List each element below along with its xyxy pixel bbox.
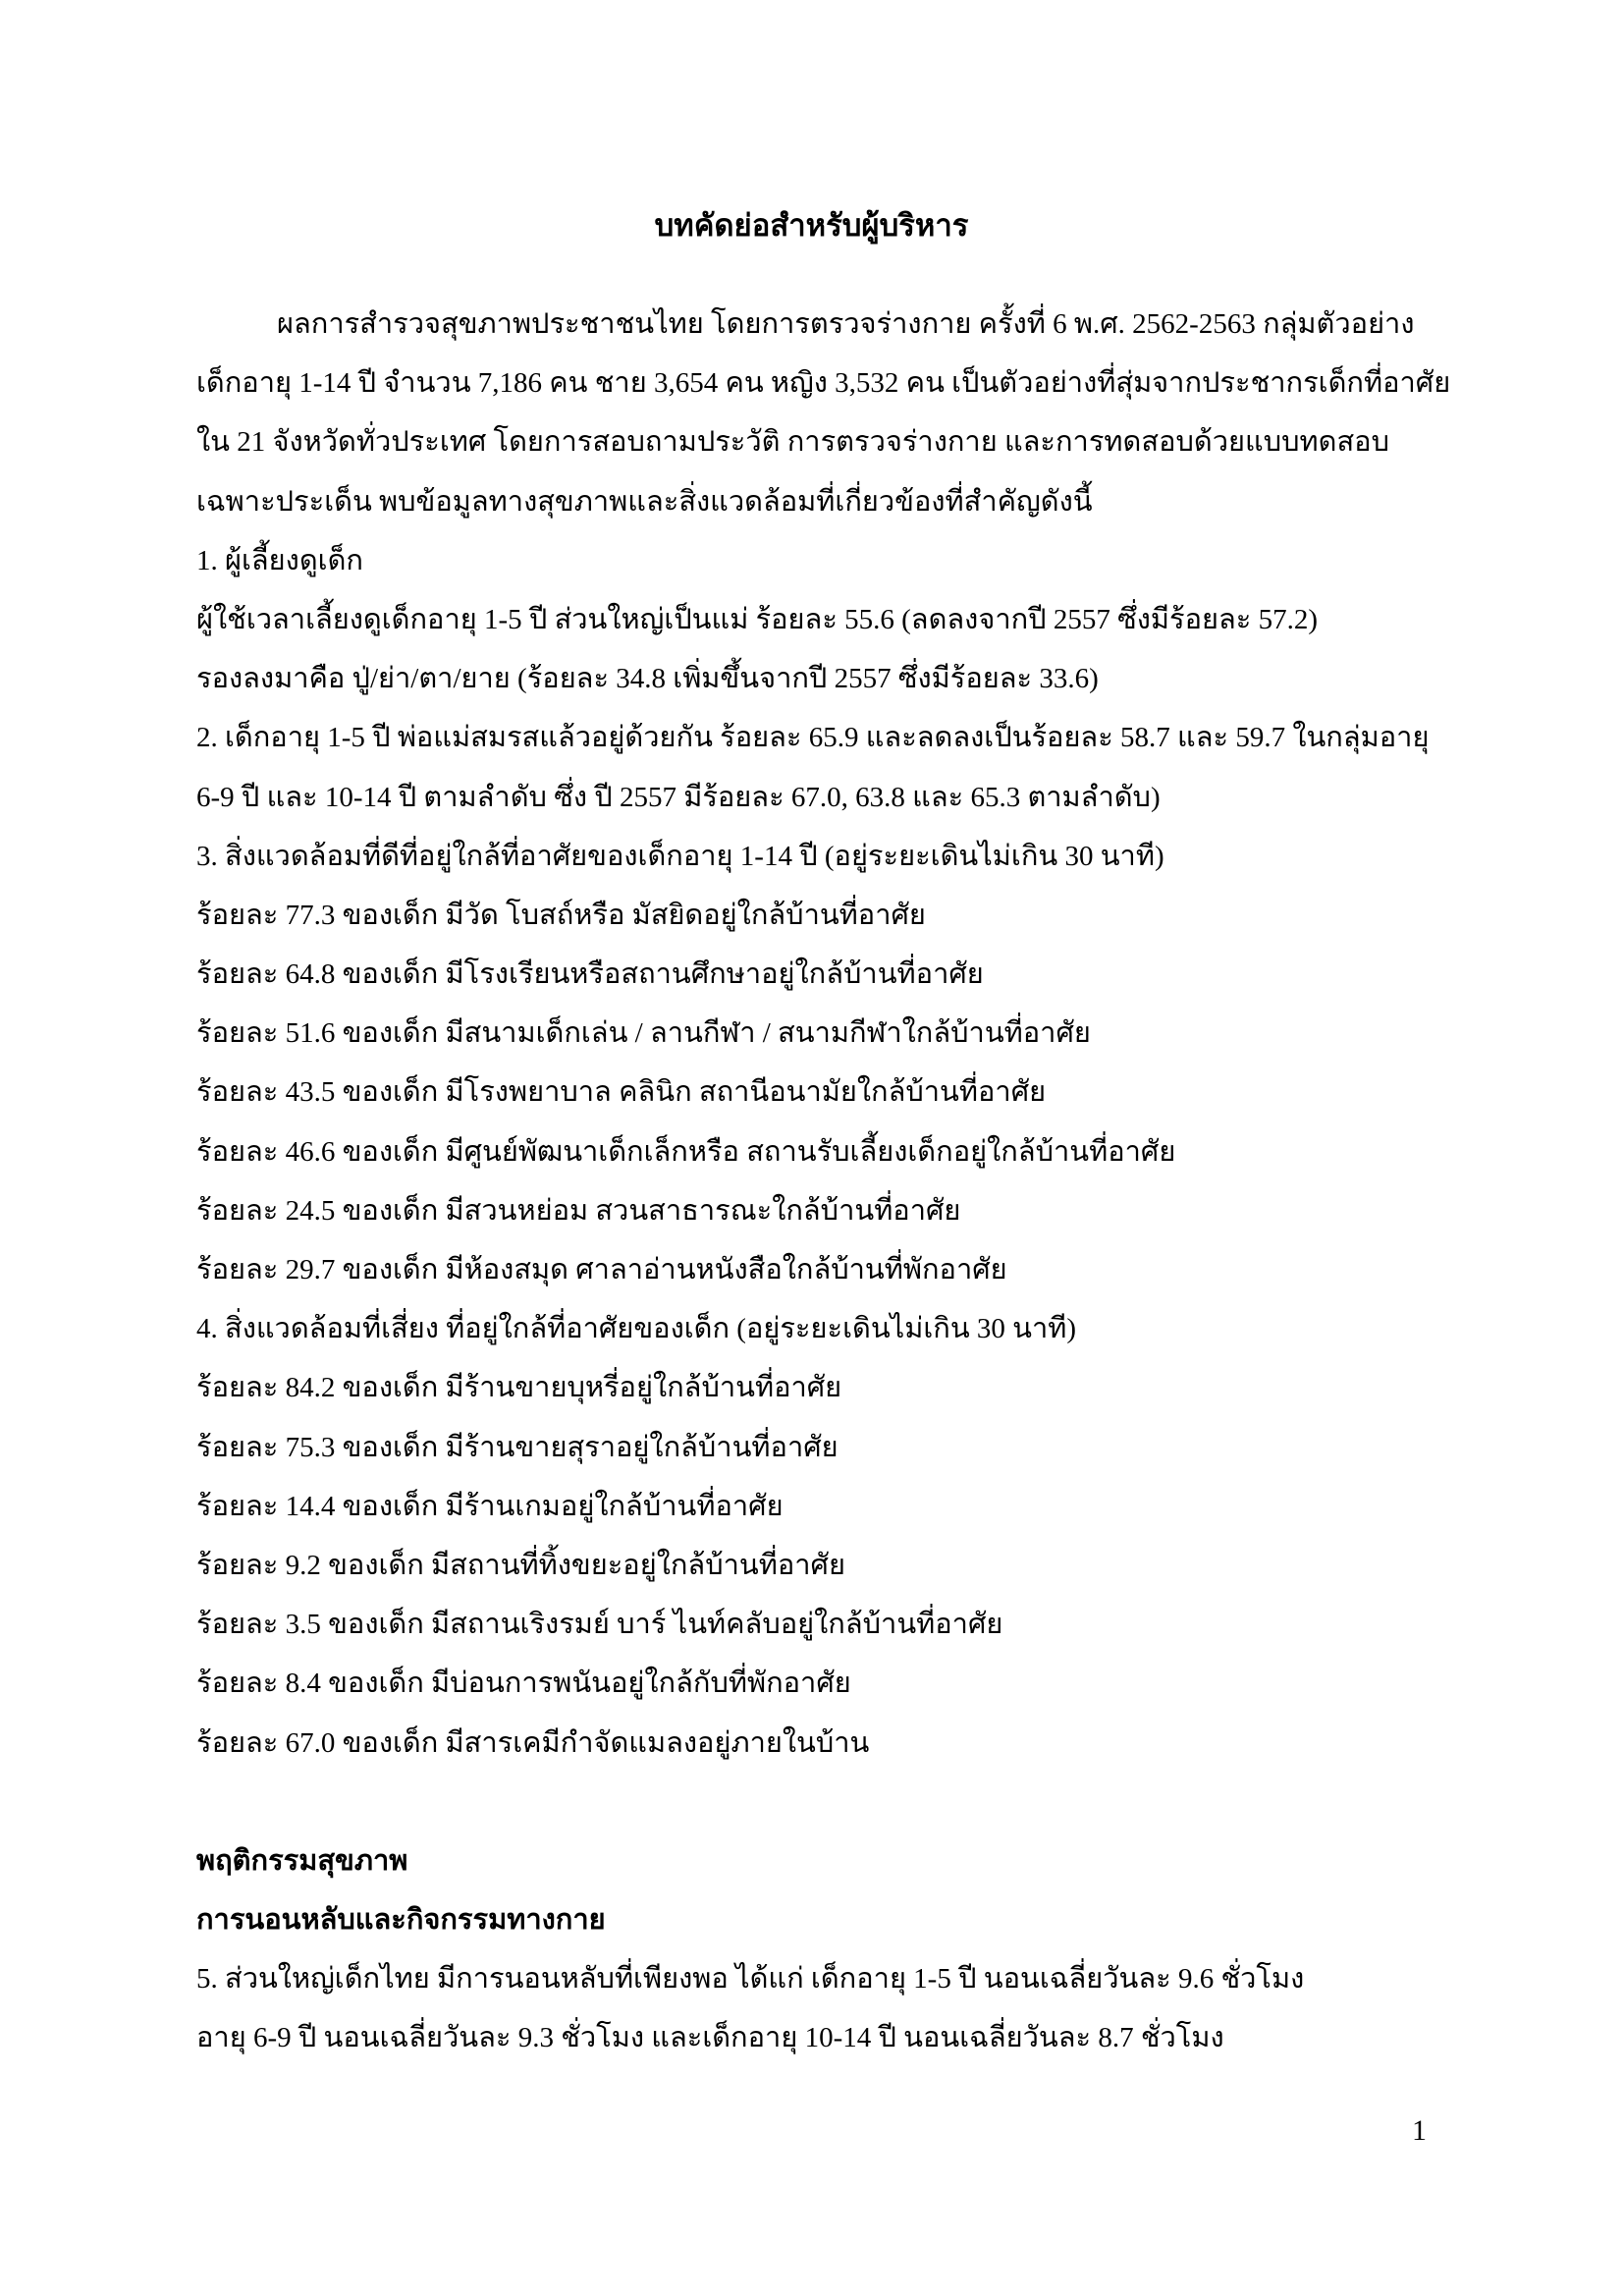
page-number: 1 <box>1412 2114 1427 2147</box>
behavior-subheading: การนอนหลับและกิจกรรมทางกาย <box>196 1904 606 1937</box>
section-1-heading: 1. ผู้เลี้ยงดูเด็ก <box>196 544 363 576</box>
list-item: ร้อยละ 67.0 ของเด็ก มีสารเคมีกำจัดแมลงอยู่ภายในบ้าน <box>196 1726 870 1759</box>
list-item: ร้อยละ 8.4 ของเด็ก มีบ่อนการพนันอยู่ใกล้กับที่พักอาศัย <box>196 1667 851 1700</box>
section-2-line: 2. เด็กอายุ 1-5 ปี พ่อแม่สมรสแล้วอยู่ด้วยกัน ร้อยละ 65.9 และลดลงเป็นร้อยละ 58.7 และ 59.7 ในกลุ่มอายุ <box>196 722 1430 754</box>
list-item: ร้อยละ 14.4 ของเด็ก มีร้านเกมอยู่ใกล้บ้านที่อาศัย <box>196 1490 784 1522</box>
list-item: ร้อยละ 75.3 ของเด็ก มีร้านขายสุราอยู่ใกล้บ้านที่อาศัย <box>196 1431 839 1463</box>
spacer <box>196 1773 1429 1831</box>
behavior-line: 5. ส่วนใหญ่เด็กไทย มีการนอนหลับที่เพียงพอ ได้แก่ เด็กอายุ 1-5 ปี นอนเฉลี่ยวันละ 9.6 ชั่วโมง <box>196 1963 1305 1995</box>
section-3-heading: 3. สิ่งแวดล้อมที่ดีที่อยู่ใกล้ที่อาศัยของเด็กอายุ 1-14 ปี (อยู่ระยะเดินไม่เกิน 30 นาที) <box>196 840 1164 872</box>
list-item: ร้อยละ 24.5 ของเด็ก มีสวนหย่อม สวนสาธารณะใกล้บ้านที่อาศัย <box>196 1194 961 1227</box>
list-item: ร้อยละ 77.3 ของเด็ก มีวัด โบสถ์หรือ มัสยิดอยู่ใกล้บ้านที่อาศัย <box>196 899 926 931</box>
behavior-line: อายุ 6-9 ปี นอนเฉลี่ยวันละ 9.3 ชั่วโมง และเด็กอายุ 10-14 ปี นอนเฉลี่ยวันละ 8.7 ชั่วโมง <box>196 2022 1224 2054</box>
section-1-line: รองลงมาคือ ปู่/ย่า/ตา/ยาย (ร้อยละ 34.8 เพิ่มขึ้นจากปี 2557 ซึ่งมีร้อยละ 33.6) <box>196 663 1099 695</box>
intro-line: ผลการสำรวจสุขภาพประชาชนไทย โดยการตรวจร่างกาย ครั้งที่ 6 พ.ศ. 2562-2563 กลุ่มตัวอย่าง <box>277 308 1415 340</box>
list-item: ร้อยละ 29.7 ของเด็ก มีห้องสมุด ศาลาอ่านหนังสือใกล้บ้านที่พักอาศัย <box>196 1254 1007 1285</box>
section-1-line: ผู้ใช้เวลาเลี้ยงดูเด็กอายุ 1-5 ปี ส่วนใหญ่เป็นแม่ ร้อยละ 55.6 (ลดลงจากปี 2557 ซึ่งมีร้อยละ 57.2) <box>196 603 1319 635</box>
intro-line: เฉพาะประเด็น พบข้อมูลทางสุขภาพและสิ่งแวดล้อมที่เกี่ยวข้องที่สำคัญดังนี้ <box>196 485 1093 518</box>
list-item: ร้อยละ 51.6 ของเด็ก มีสนามเด็กเล่น / ลานกีฬา / สนามกีฬาใกล้บ้านที่อาศัย <box>196 1017 1091 1050</box>
list-item: ร้อยละ 46.6 ของเด็ก มีศูนย์พัฒนาเด็กเล็กหรือ สถานรับเลี้ยงเด็กอยู่ใกล้บ้านที่อาศัย <box>196 1135 1176 1168</box>
behavior-heading: พฤติกรรมสุขภาพ <box>196 1844 408 1877</box>
list-item: ร้อยละ 64.8 ของเด็ก มีโรงเรียนหรือสถานศึกษาอยู่ใกล้บ้านที่อาศัย <box>196 958 984 991</box>
list-item: ร้อยละ 84.2 ของเด็ก มีร้านขายบุหรี่อยู่ใกล้บ้านที่อาศัย <box>196 1372 842 1404</box>
list-item: ร้อยละ 43.5 ของเด็ก มีโรงพยาบาล คลินิก สถานีอนามัยใกล้บ้านที่อาศัย <box>196 1076 1047 1109</box>
list-item: ร้อยละ 9.2 ของเด็ก มีสถานที่ทิ้งขยะอยู่ใกล้บ้านที่อาศัย <box>196 1549 845 1581</box>
intro-line: เด็กอายุ 1-14 ปี จำนวน 7,186 คน ชาย 3,654 คน หญิง 3,532 คน เป็นตัวอย่างที่สุ่มจากประชากรเด็กที่อาศัย <box>196 367 1451 400</box>
intro-line: ใน 21 จังหวัดทั่วประเทศ โดยการสอบถามประวัติ การตรวจร่างกาย และการทดสอบด้วยแบบทดสอบ <box>196 426 1389 459</box>
document-body <box>196 295 1451 2068</box>
section-4-heading: 4. สิ่งแวดล้อมที่เสี่ยง ที่อยู่ใกล้ที่อาศัยของเด็ก (อยู่ระยะเดินไม่เกิน 30 นาที) <box>196 1313 1077 1345</box>
section-2-line: 6-9 ปี และ 10-14 ปี ตามลำดับ ซึ่ง ปี 2557 มีร้อยละ 67.0, 63.8 และ 65.3 ตามลำดับ) <box>196 781 1161 813</box>
list-item: ร้อยละ 3.5 ของเด็ก มีสถานเริงรมย์ บาร์ ไนท์คลับอยู่ใกล้บ้านที่อาศัย <box>196 1609 1003 1641</box>
document-title: บทคัดย่อสำหรับผู้บริหาร <box>654 208 969 243</box>
